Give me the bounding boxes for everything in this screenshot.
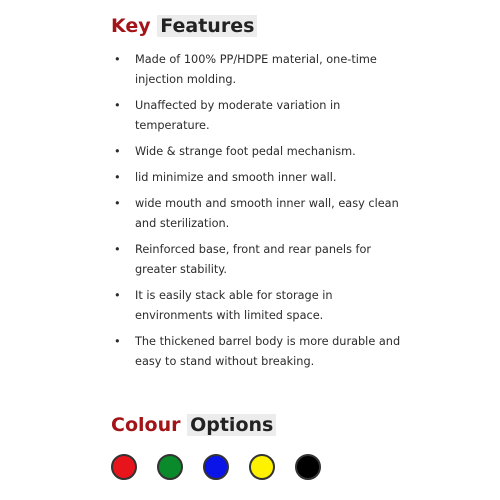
colour-swatch-red[interactable]: [111, 454, 137, 480]
feature-text: Reinforced base, front and rear panels for greater stability.: [135, 243, 372, 276]
feature-text: Wide & strange foot pedal mechanism.: [135, 145, 356, 158]
feature-item: [111, 332, 401, 372]
bullet-icon: •: [114, 289, 121, 302]
feature-text: Unaffected by moderate variation in temperature.: [135, 99, 341, 132]
feature-item: [111, 142, 401, 162]
feature-item: [111, 50, 401, 90]
bullet-icon: •: [114, 243, 121, 256]
feature-item: [111, 286, 401, 326]
feature-text: The thickened barrel body is more durable and easy to stand without breaking.: [135, 335, 401, 368]
colour-swatch-blue[interactable]: [203, 454, 229, 480]
colour-swatch-yellow[interactable]: [249, 454, 275, 480]
bullet-icon: •: [114, 53, 121, 66]
bullet-icon: •: [114, 145, 121, 158]
colour-options-heading-accent: Colour: [111, 414, 181, 436]
key-features-heading-rest: Features: [157, 15, 257, 37]
key-features-heading: [111, 14, 257, 38]
feature-item: [111, 240, 401, 280]
bullet-icon: •: [114, 171, 121, 184]
feature-text: wide mouth and smooth inner wall, easy clean and sterilization.: [135, 197, 399, 230]
feature-item: [111, 168, 401, 188]
feature-text: lid minimize and smooth inner wall.: [135, 171, 337, 184]
colour-swatch-black[interactable]: [295, 454, 321, 480]
feature-item: [111, 96, 401, 136]
feature-text: It is easily stack able for storage in environments with limited space.: [135, 289, 333, 322]
features-list: [111, 50, 401, 378]
colour-options-heading: [111, 413, 276, 437]
bullet-icon: •: [114, 335, 121, 348]
colour-options-heading-rest: Options: [187, 414, 276, 436]
feature-text: Made of 100% PP/HDPE material, one-time injection molding.: [135, 53, 377, 86]
bullet-icon: •: [114, 197, 121, 210]
key-features-heading-accent: Key: [111, 15, 151, 37]
colour-swatches: [111, 454, 321, 480]
feature-item: [111, 194, 401, 234]
bullet-icon: •: [114, 99, 121, 112]
colour-swatch-green[interactable]: [157, 454, 183, 480]
